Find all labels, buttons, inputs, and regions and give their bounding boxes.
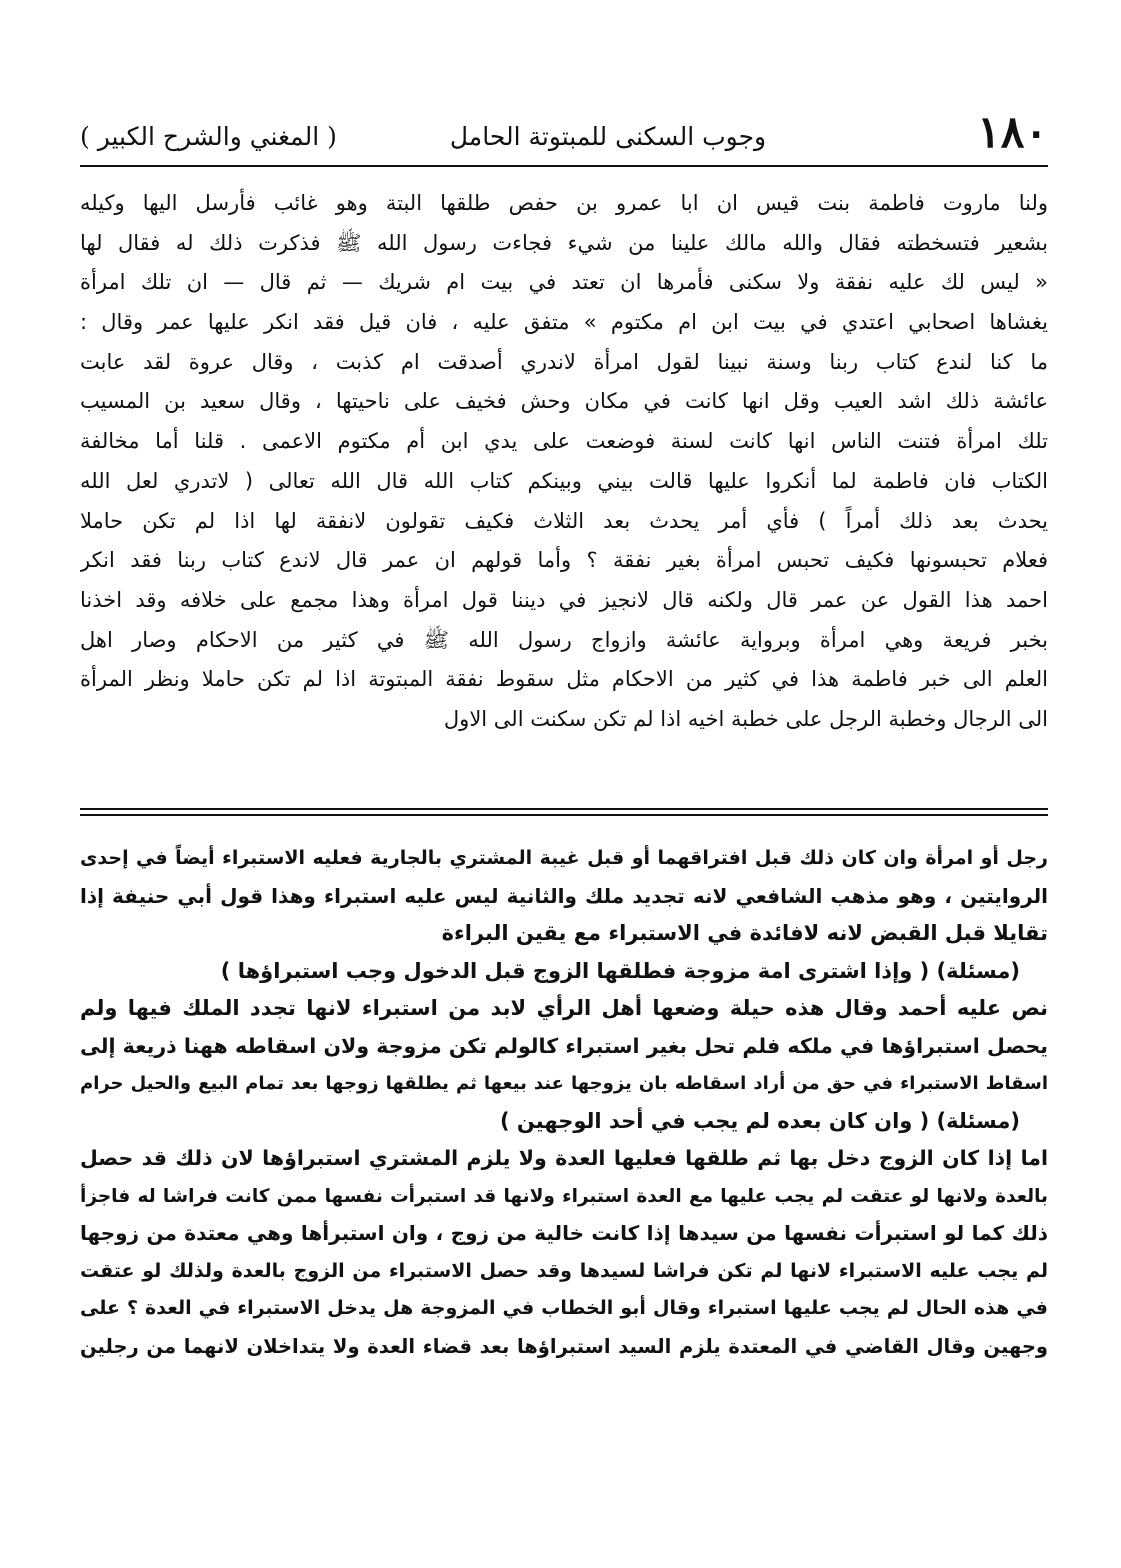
commentary-line: رجل أو امرأة وان كان ذلك قبل افتراقهما أو قبل غيبة المشتري بالجارية فعليه الاستبراء أيضاً في إحدى (80, 847, 1048, 869)
commentary-line: تقايلا قبل القبض لانه لافائدة في الاستبراء مع يقين البراءة (441, 921, 1048, 945)
commentary-line: يحصل استبراؤها في ملكه فلم تحل بغير استبراء كالولم تكن مزوجة ولان اسقاطه ههنا ذريعة إلى (80, 1033, 1048, 1058)
commentary-line: في هذه الحال لم يجب عليها استبراء وقال أبو الخطاب في المزوجة هل يدخل الاستبراء في العدة ؟ على (80, 1297, 1048, 1319)
page-header (80, 107, 1048, 160)
footnote-separator (80, 808, 1048, 816)
main-text-line: ولنا ماروت فاطمة بنت قيس ان ابا عمرو بن حفص طلقها البتة وهو غائب فأرسل اليها وكيله (80, 191, 1048, 215)
main-text-line: « ليس لك عليه نفقة ولا سكنى فأمرها ان تعتد في بيت ام شريك — ثم قال — ان تلك امرأة (80, 270, 1048, 295)
header-rule (80, 165, 1048, 167)
main-text-line: بشعير فتسخطته فقال والله مالك علينا من شيء فجاءت رسول الله ﷺ فذكرت ذلك له فقال لها (80, 230, 1048, 255)
commentary-line: بالعدة ولانها لو عتقت لم يجب عليها مع العدة استبراء ولانها قد استبرأت نفسها ممن كانت فراشا له فاجزأ (80, 1185, 1048, 1207)
commentary-text (80, 840, 1048, 1365)
main-text-line: عائشة ذلك اشد العيب وقل انها كانت في مكان وحش فخيف على ناحيتها ، وقال سعيد بن المسيب (80, 389, 1048, 414)
main-text-line: يغشاها اصحابي اعتدي في بيت ابن ام مكتوم » متفق عليه ، فان قيل فقد انكر عليها عمر وقال : (80, 310, 1048, 335)
page-number: ١٨٠ (977, 107, 1048, 158)
running-title: وجوب السكنى للمبتوتة الحامل (449, 122, 767, 151)
main-text-line: الى الرجال وخطبة الرجل على خطبة اخيه اذا لم تكن سكنت الى الاول (443, 706, 1048, 731)
book-title: ( المغني والشرح الكبير ) (80, 122, 337, 151)
main-text-line: احمد هذا القول عن عمر قال ولكنه قال لانجيز في ديننا قول امرأة وهذا مجمع على خلافه وقد اخذنا (80, 587, 1048, 612)
masala-heading: (مسئلة) ( وان كان بعده لم يجب في أحد الوجهين ) (500, 1108, 1020, 1133)
main-text-line: فعلام تحبسونها فكيف تحبس امرأة بغير نفقة ؟ وأما قولهم ان عمر قال لاندع كتاب ربنا فقد انكر (80, 548, 1048, 573)
main-text-line: ما كنا لندع كتاب ربنا وسنة نبينا لقول امرأة لاندري أصدقت ام كذبت ، وقال عروة لقد عابت (80, 349, 1048, 374)
commentary-line: لم يجب عليه الاستبراء لانها لم تكن فراشا لسيدها وقد حصل الاستبراء من الزوج بالعدة ولذلك لو عتقت (80, 1259, 1048, 1282)
main-text-line: الكتاب فان فاطمة لما أنكروا عليها قالت بيني وبينكم كتاب الله قال الله تعالى ( لاتدري لعل الله (80, 468, 1048, 493)
commentary-line: ذلك كما لو استبرأت نفسها من سيدها إذا كانت خالية من زوج ، وان استبرأها وهي معتدة من زوجها (80, 1221, 1048, 1245)
commentary-line: الروايتين ، وهو مذهب الشافعي لانه تجديد ملك والثانية ليس عليه استبراء وهذا قول أبي حنيفة إذا (80, 883, 1048, 908)
main-text (80, 184, 1048, 740)
main-text-line: يحدث بعد ذلك أمراً ) فأي أمر يحدث بعد الثلاث فكيف تقولون لانفقة لها اذا لم تكن حاملا (80, 508, 1048, 533)
commentary-line: نص عليه أحمد وقال هذه حيلة وضعها أهل الرأي لابد من استبراء لانها تجدد الملك فيها ولم (80, 996, 1048, 1020)
main-text-line: تلك امرأة فتنت الناس انها كانت لسنة فوضعت على يدي ابن أم مكتوم الاعمى . قلنا أما مخالفة (80, 429, 1048, 454)
main-text-line: العلم الى خبر فاطمة هذا في كثير من الاحكام مثل سقوط نفقة المبتوتة اذا لم تكن حاملا ونظر المرأة (80, 667, 1048, 692)
main-text-line: بخبر فريعة وهي امرأة وبرواية عائشة وازواج رسول الله ﷺ في كثير من الاحكام وصار اهل (80, 627, 1048, 652)
commentary-line: اسقاط الاستبراء في حق من أراد اسقاطه بان يزوجها عند بيعها ثم يطلقها زوجها بعد تمام البيع والحيل حرام (80, 1073, 1048, 1094)
masala-heading: (مسئلة) ( وإذا اشترى امة مزوجة فطلقها الزوج قبل الدخول وجب استبراؤها ) (220, 958, 1020, 983)
commentary-line: اما إذا كان الزوج دخل بها ثم طلقها فعليها العدة ولا يلزم المشتري استبراؤها لان ذلك قد حصل (80, 1146, 1048, 1170)
commentary-line: وجهين وقال القاضي في المعتدة يلزم السيد استبراؤها بعد قضاء العدة ولا يتداخلان لانهما من رجلين (80, 1334, 1048, 1358)
book-page (80, 107, 1048, 1512)
